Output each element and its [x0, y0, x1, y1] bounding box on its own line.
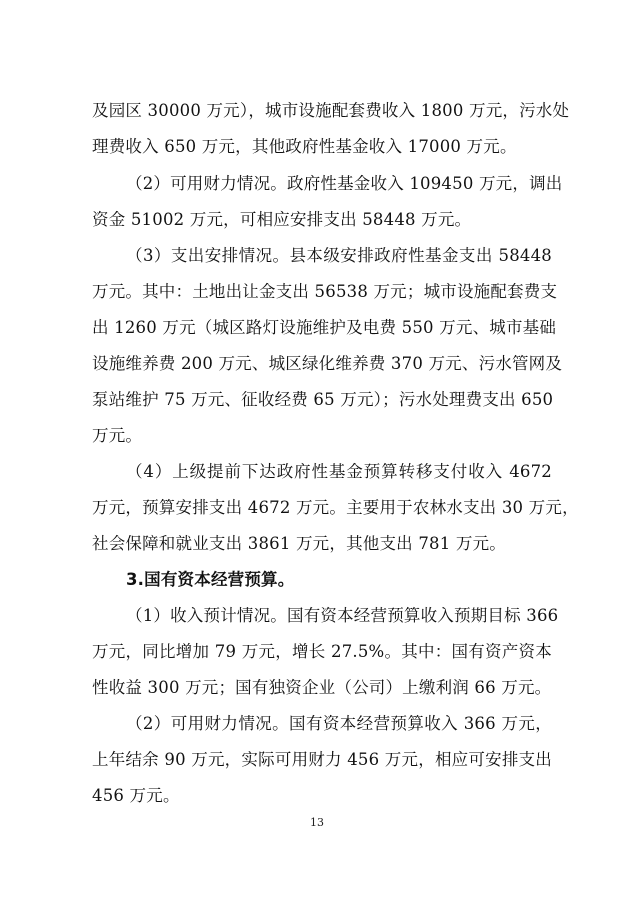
text-line: 万元，同比增加 79 万元，增长 27.5%。其中：国有资产资本 [92, 642, 552, 661]
text-line: 456 万元。 [92, 786, 180, 805]
text-line: （1）收入预计情况。国有资本经营预算收入预期目标 366 [126, 606, 559, 625]
text-line: 资金 51002 万元，可相应安排支出 58448 万元。 [92, 210, 472, 229]
text-line: 社会保障和就业支出 3861 万元，其他支出 781 万元。 [92, 534, 506, 553]
text-line: 上年结余 90 万元，实际可用财力 456 万元，相应可安排支出 [92, 750, 552, 769]
text-line: 出 1260 万元（城区路灯设施维护及电费 550 万元、城市基础 [92, 318, 557, 337]
text-line: 性收益 300 万元；国有独资企业（公司）上缴利润 66 万元。 [92, 678, 552, 697]
text-line: 设施维养费 200 万元、城区绿化维养费 370 万元、污水管网及 [92, 354, 563, 373]
text-line: 万元，预算安排支出 4672 万元。主要用于农林水支出 30 万元， [92, 498, 579, 517]
text-line: （4）上级提前下达政府性基金预算转移支付收入 4672 [126, 462, 552, 481]
text-line: 万元。 [92, 426, 143, 445]
text-line: 理费收入 650 万元，其他政府性基金收入 17000 万元。 [92, 137, 517, 156]
page-number: 13 [310, 816, 324, 829]
section-heading: 3.国有资本经营预算。 [126, 570, 295, 589]
text-line: （2）可用财力情况。政府性基金收入 109450 万元，调出 [126, 174, 563, 193]
text-line: 万元。其中：土地出让金支出 56538 万元；城市设施配套费支 [92, 282, 558, 301]
text-line: 泵站维护 75 万元、征收经费 65 万元）；污水处理费支出 650 [92, 390, 554, 409]
text-line: （3）支出安排情况。县本级安排政府性基金支出 58448 [126, 246, 552, 265]
text-line: 及园区 30000 万元），城市设施配套费收入 1800 万元，污水处 [92, 101, 570, 120]
text-line: （2）可用财力情况。国有资本经营预算收入 366 万元， [126, 714, 552, 733]
